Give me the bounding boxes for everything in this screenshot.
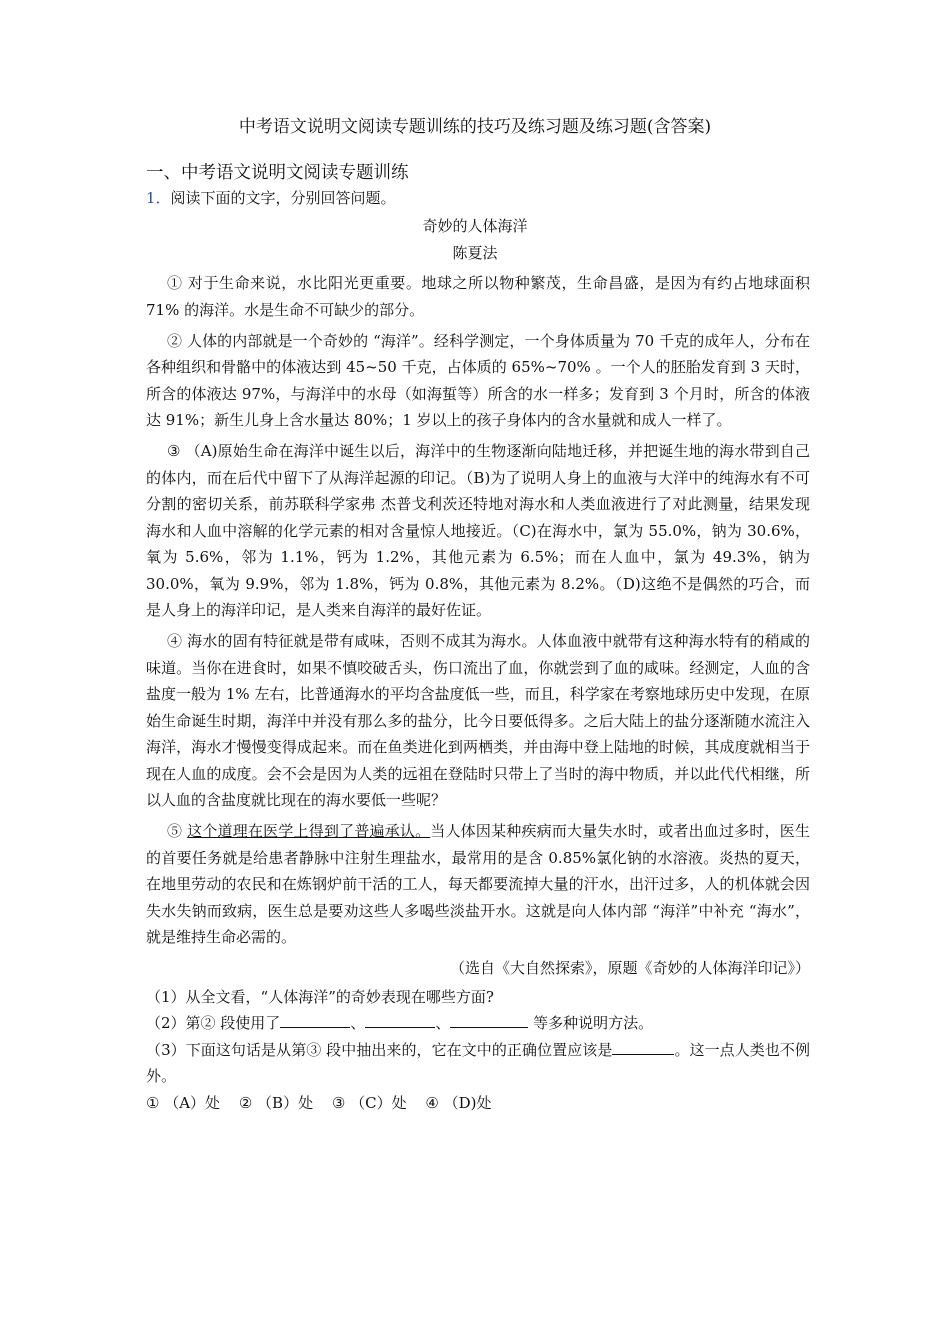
underlined-sentence: 这个道理在医学上得到了普遍承认。 (187, 822, 431, 840)
section-heading: 一、中考语文说明文阅读专题训练 (146, 163, 409, 183)
option-c[interactable]: ③ （C）处 (331, 1093, 407, 1112)
sub-question-3 (146, 1037, 810, 1090)
paragraph-5-number: ⑤ (167, 822, 188, 840)
sub-question-3-suffix: 。这一点人类也不例外。 (146, 1040, 810, 1085)
sub-question-3-text: （3）下面这句话是从第③ 段中抽出来的，它在文中的正确位置应该是 (146, 1040, 613, 1059)
paragraph-1: ① 对于生命来说，水比阳光更重要。地球之所以物种繁茂，生命昌盛，是因为有约占地球面积 71% 的海洋。水是生命不可缺少的部分。 (146, 274, 810, 319)
separator: 、 (350, 1014, 366, 1032)
answer-blank-2[interactable] (365, 1011, 435, 1028)
answer-blank-3[interactable] (450, 1011, 528, 1028)
question-prompt: 阅读下面的文字，分别回答问题。 (170, 189, 396, 207)
option-b[interactable]: ② （B）处 (238, 1093, 314, 1112)
sub-question-1: （1）从全文看，“人体海洋”的奇妙表现在哪些方面? (146, 987, 494, 1006)
document-title: 中考语文说明文阅读专题训练的技巧及练习题及练习题(含答案) (238, 117, 712, 137)
article-body (146, 270, 810, 1116)
paragraph-5 (146, 818, 810, 951)
sub-question-2-text: （2）第② 段使用了 (146, 1014, 281, 1032)
option-d[interactable]: ④ （D)处 (425, 1093, 492, 1112)
paragraph-2: ② 人体的内部就是一个奇妙的 “海洋”。经科学测定，一个身体质量为 70 千克的成年人，分布在各种组织和骨骼中的体液达到 45~50 千克，占体质的 65%~70% 。一个人的胚胎发育到 3 天时，所含的体液达 97%，与海洋中的水母（如海蜇等）所含的水一样多；发育到 3 个月时，所含的体液达 91%；新生儿身上含水量达 80%；1 岁以上的孩子身体内的含水量就和成人一样了。 (146, 331, 810, 429)
answer-blank-1[interactable] (280, 1011, 350, 1028)
option-a[interactable]: ① （A）处 (146, 1093, 221, 1112)
paragraph-5-text: 当人体因某种疾病而大量失水时，或者出血过多时，医生的首要任务就是给患者静脉中注射生理盐水，最常用的是含 0.85%氯化钠的水溶液。炎热的夏天，在地里劳动的农民和在炼钢炉前干活的工人，每天都要流掉大量的汗水，出汗过多，人的机体就会因失水失钠而致病，医生总是要劝这些人多喝些淡盐开水。这就是向人体内部 “海洋”中补充 “海水”，就是维持生命必需的。 (146, 822, 810, 946)
article-author: 陈夏法 (452, 244, 498, 262)
answer-blank-4[interactable] (612, 1038, 674, 1055)
answer-options (146, 1090, 810, 1117)
paragraph-3: ③ （A)原始生命在海洋中诞生以后，海洋中的生物逐渐向陆地迁移，并把诞生地的海水带到自己的体内，而在后代中留下了从海洋起源的印记。（B)为了说明人身上的血液与大洋中的纯海水有不可分割的密切关系，前苏联科学家弗 杰普戈利茨还特地对海水和人类血液进行了对此测量，结果发现海水和人血中溶解的化学元素的相对含量惊人地接近。（C)在海水中，氯为 55.0%，钠为 30.6%，氧为 5.6%，邻为 1.1%，钙为 1.2%，其他元素为 6.5%；而在人血中，氯为 49.3%，钠为 30.0%，氧为 9.9%，邻为 1.8%，钙为 0.8%，其他元素为 8.2%。（D)这绝不是偶然的巧合，而是人身上的海洋印记，是人类来自海洋的最好佐证。 (146, 442, 810, 619)
article-title: 奇妙的人体海洋 (422, 217, 528, 235)
question-number: 1． (146, 189, 171, 207)
sub-question-2 (146, 1010, 810, 1037)
sub-question-2-suffix: 等多种说明方法。 (528, 1014, 654, 1032)
article-source: （选自《大自然探索》，原题《奇妙的人体海洋印记》） (449, 959, 810, 977)
separator: 、 (435, 1014, 451, 1032)
paragraph-4: ④ 海水的固有特征就是带有咸味，否则不成其为海水。人体血液中就带有这种海水特有的稍咸的味道。当你在进食时，如果不慎咬破舌头，伤口流出了血，你就尝到了血的咸味。经测定，人血的含盐度一般为 1% 左右，比普通海水的平均含盐度低一些，而且，科学家在考察地球历史中发现，在原始生命诞生时期，海洋中并没有那么多的盐分，比今日要低得多。之后大陆上的盐分逐渐随水流注入海洋，海水才慢慢变得成起来。而在鱼类进化到两栖类，并由海中登上陆地的时候，其成度就相当于现在人血的成度。会不会是因为人类的远祖在登陆时只带上了当时的海中物质，并以此代代相继，所以人血的含盐度就比现在的海水要低一些呢？ (146, 632, 810, 809)
question-1 (146, 187, 396, 209)
